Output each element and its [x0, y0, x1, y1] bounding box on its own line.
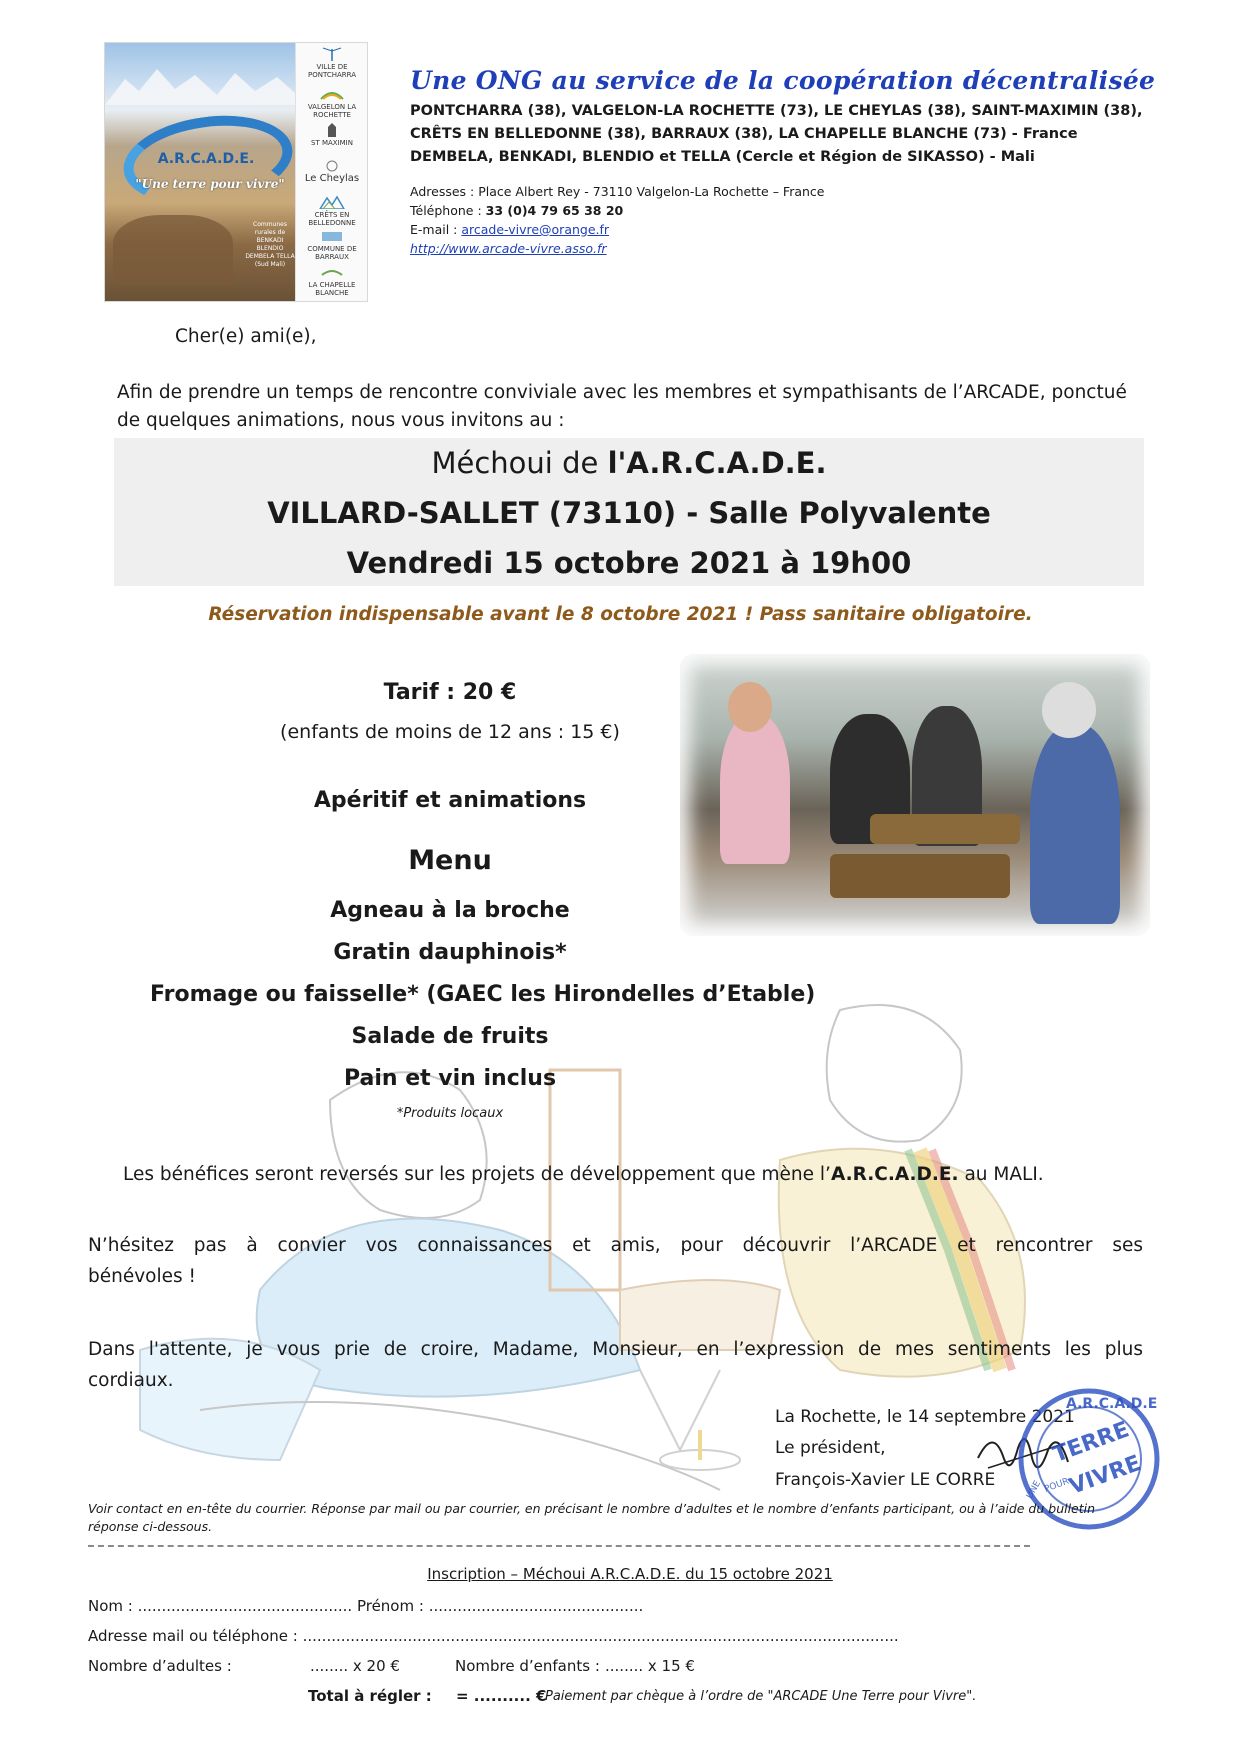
stamp-top-text: A.R.C.A.D.E — [1066, 1396, 1158, 1412]
menu-footnote: *Produits locaux — [396, 1106, 504, 1121]
website-line — [410, 241, 607, 256]
email-label: E-mail : — [410, 222, 462, 237]
stamp-word-2: VIVRE — [1066, 1451, 1145, 1500]
form-title: Inscription – Méchoui A.R.C.A.D.E. du 15 octobre 2021 — [427, 1565, 833, 1583]
logo-hut — [113, 215, 233, 285]
contact-label: Adresse mail ou téléphone : — [88, 1627, 303, 1645]
benefits-suffix: au MALI. — [958, 1164, 1044, 1185]
menu-item: Agneau à la broche — [330, 898, 570, 923]
logo-name: A.R.C.A.D.E. — [157, 151, 255, 167]
children-label: Nombre d’enfants : — [455, 1657, 600, 1675]
nom-label: Nom : — [88, 1597, 138, 1615]
adults-label: Nombre d’adultes : — [88, 1657, 232, 1675]
phone-line — [410, 203, 623, 218]
church-icon — [319, 123, 345, 137]
total-label: Total à régler : — [308, 1687, 432, 1705]
address: Adresses : Place Albert Rey - 73110 Valgelon-La Rochette – France — [410, 184, 825, 199]
intro-line-2: de quelques animations, nous vous invitons au : — [117, 410, 565, 431]
cut-line — [88, 1545, 1030, 1547]
website-link[interactable]: http://www.arcade-vivre.asso.fr — [410, 241, 607, 256]
wind-turbine-icon — [319, 47, 345, 61]
phone-number: 33 (0)4 79 65 38 20 — [485, 203, 624, 218]
event-box — [114, 438, 1144, 586]
mountain-icon — [105, 65, 295, 105]
total-field[interactable]: = .......... € — [456, 1687, 547, 1705]
photo-tray — [830, 854, 1010, 898]
intro-line-1: Afin de prendre un temps de rencontre conviviale avec les membres et sympathisants de l’ARCADE, ponctué — [117, 382, 1127, 403]
event-photo — [680, 654, 1150, 936]
partner-cheylas: Le Cheylas — [298, 159, 366, 183]
menu-title: Menu — [408, 845, 492, 876]
tarif-children: (enfants de moins de 12 ans : 15 €) — [280, 721, 620, 743]
adults-field[interactable]: ........ x 20 € — [310, 1657, 400, 1675]
partner-barraux: COMMUNE DE BARRAUX — [298, 229, 366, 261]
barraux-logo-icon — [319, 229, 345, 243]
prenom-label: Prénom : — [356, 1597, 429, 1615]
contact-note-line-1: Voir contact en en-tête du courrier. Réponse par mail ou par courrier, en précisant le nombre d’adultes et le nombre d’enfants participant, ou à l’aide du bulletin — [88, 1501, 1096, 1516]
phone-label: Téléphone : — [410, 203, 486, 218]
benefits-line — [123, 1164, 1044, 1185]
event-title — [114, 446, 1144, 480]
form-count-line — [88, 1657, 232, 1675]
form-nom-line — [88, 1597, 643, 1615]
valgelon-logo-icon — [319, 87, 345, 101]
email-link[interactable]: arcade-vivre@orange.fr — [461, 222, 610, 237]
partner-st-maximin: ST MAXIMIN — [298, 123, 366, 147]
greeting: Cher(e) ami(e), — [175, 326, 317, 347]
communes-line-2: CRÊTS EN BELLEDONNE (38), BARRAUX (38), LA CHAPELLE BLANCHE (73) - France — [410, 126, 1078, 142]
prenom-field[interactable]: ............................................. — [428, 1597, 644, 1615]
tarif: Tarif : 20 € — [383, 680, 517, 705]
logo-tagline: "Une terre pour vivre" — [135, 177, 285, 191]
contact-field[interactable]: ............................................................................................................................. — [302, 1627, 899, 1645]
org-title: Une ONG au service de la coopération décentralisée — [410, 66, 1156, 95]
event-title-org: l'A.R.C.A.D.E. — [607, 446, 827, 480]
benefits-prefix: Les bénéfices seront reversés sur les projets de développement que mène l’ — [123, 1164, 831, 1185]
stamp-word-1: TERRE — [1049, 1417, 1133, 1468]
contact-note-line-2: réponse ci-dessous. — [88, 1519, 213, 1534]
partner-pontcharra: VILLE DE PONTCHARRA — [298, 47, 366, 79]
signature-name: François-Xavier LE CORRE — [775, 1470, 996, 1490]
partner-crets: CRÊTS EN BELLEDONNE — [298, 195, 366, 227]
arcade-logo — [104, 42, 368, 302]
nom-field[interactable]: ............................................. — [137, 1597, 357, 1615]
menu-item: Gratin dauphinois* — [333, 940, 567, 965]
partner-chapelle-blanche: LA CHAPELLE BLANCHE — [298, 265, 366, 297]
communes-line-3: DEMBELA, BENKADI, BLENDIO et TELLA (Cercle et Région de SIKASSO) - Mali — [410, 149, 1035, 165]
logo-communes: Communes rurales de BENKADI BLENDIO DEMBELA TELLA (Sud Mali) — [245, 221, 295, 268]
partner-valgelon: VALGELON LA ROCHETTE — [298, 87, 366, 119]
menu-item: Pain et vin inclus — [343, 1066, 557, 1091]
event-date: Vendredi 15 octobre 2021 à 19h00 — [346, 546, 912, 580]
regards-line-2: cordiaux. — [88, 1370, 174, 1391]
event-venue: VILLARD-SALLET (73110) - Salle Polyvalente — [267, 496, 991, 530]
menu-item: Fromage ou faisselle* (GAEC les Hirondelles d’Etable) — [150, 982, 816, 1007]
contact-note — [88, 1500, 1168, 1536]
signature-role: Le président, — [775, 1438, 886, 1458]
children-field[interactable]: ........ x 15 € — [605, 1657, 695, 1675]
invite-line-1: N’hésitez pas à convier vos connaissances et amis, pour découvrir l’ARCADE et rencontrer ses — [88, 1235, 1143, 1256]
partner-logos — [295, 43, 368, 301]
chapelle-logo-icon — [319, 265, 345, 279]
payment-note: Paiement par chèque à l’ordre de "ARCADE Une Terre pour Vivre". — [545, 1689, 977, 1704]
form-contact-line — [88, 1627, 899, 1645]
event-title-prefix: Méchoui de — [431, 446, 608, 480]
benefits-org: A.R.C.A.D.E. — [830, 1164, 959, 1185]
communes-line-1: PONTCHARRA (38), VALGELON-LA ROCHETTE (73), LE CHEYLAS (38), SAINT-MAXIMIN (38), — [410, 103, 1143, 119]
stamp-word-4: UNE — [1024, 1479, 1044, 1501]
cheylas-logo-icon — [319, 159, 345, 173]
reservation-notice: Réservation indispensable avant le 8 octobre 2021 ! Pass sanitaire obligatoire. — [208, 604, 1033, 625]
email-line — [410, 222, 609, 237]
aperitif: Apéritif et animations — [313, 788, 587, 813]
mountains-logo-icon — [319, 195, 345, 209]
regards-line-1: Dans l'attente, je vous prie de croire, Madame, Monsieur, en l’expression de mes sentiments les plus — [88, 1339, 1143, 1360]
photo-person-4 — [1030, 724, 1120, 924]
stamp-word-3: POUR — [1043, 1476, 1071, 1495]
menu-item: Salade de fruits — [351, 1024, 549, 1049]
photo-head-4 — [1042, 682, 1096, 738]
invite-line-2: bénévoles ! — [88, 1266, 196, 1287]
signature-place-date: La Rochette, le 14 septembre 2021 — [775, 1407, 1075, 1427]
photo-tray-2 — [870, 814, 1020, 844]
logo-photo — [105, 43, 295, 301]
